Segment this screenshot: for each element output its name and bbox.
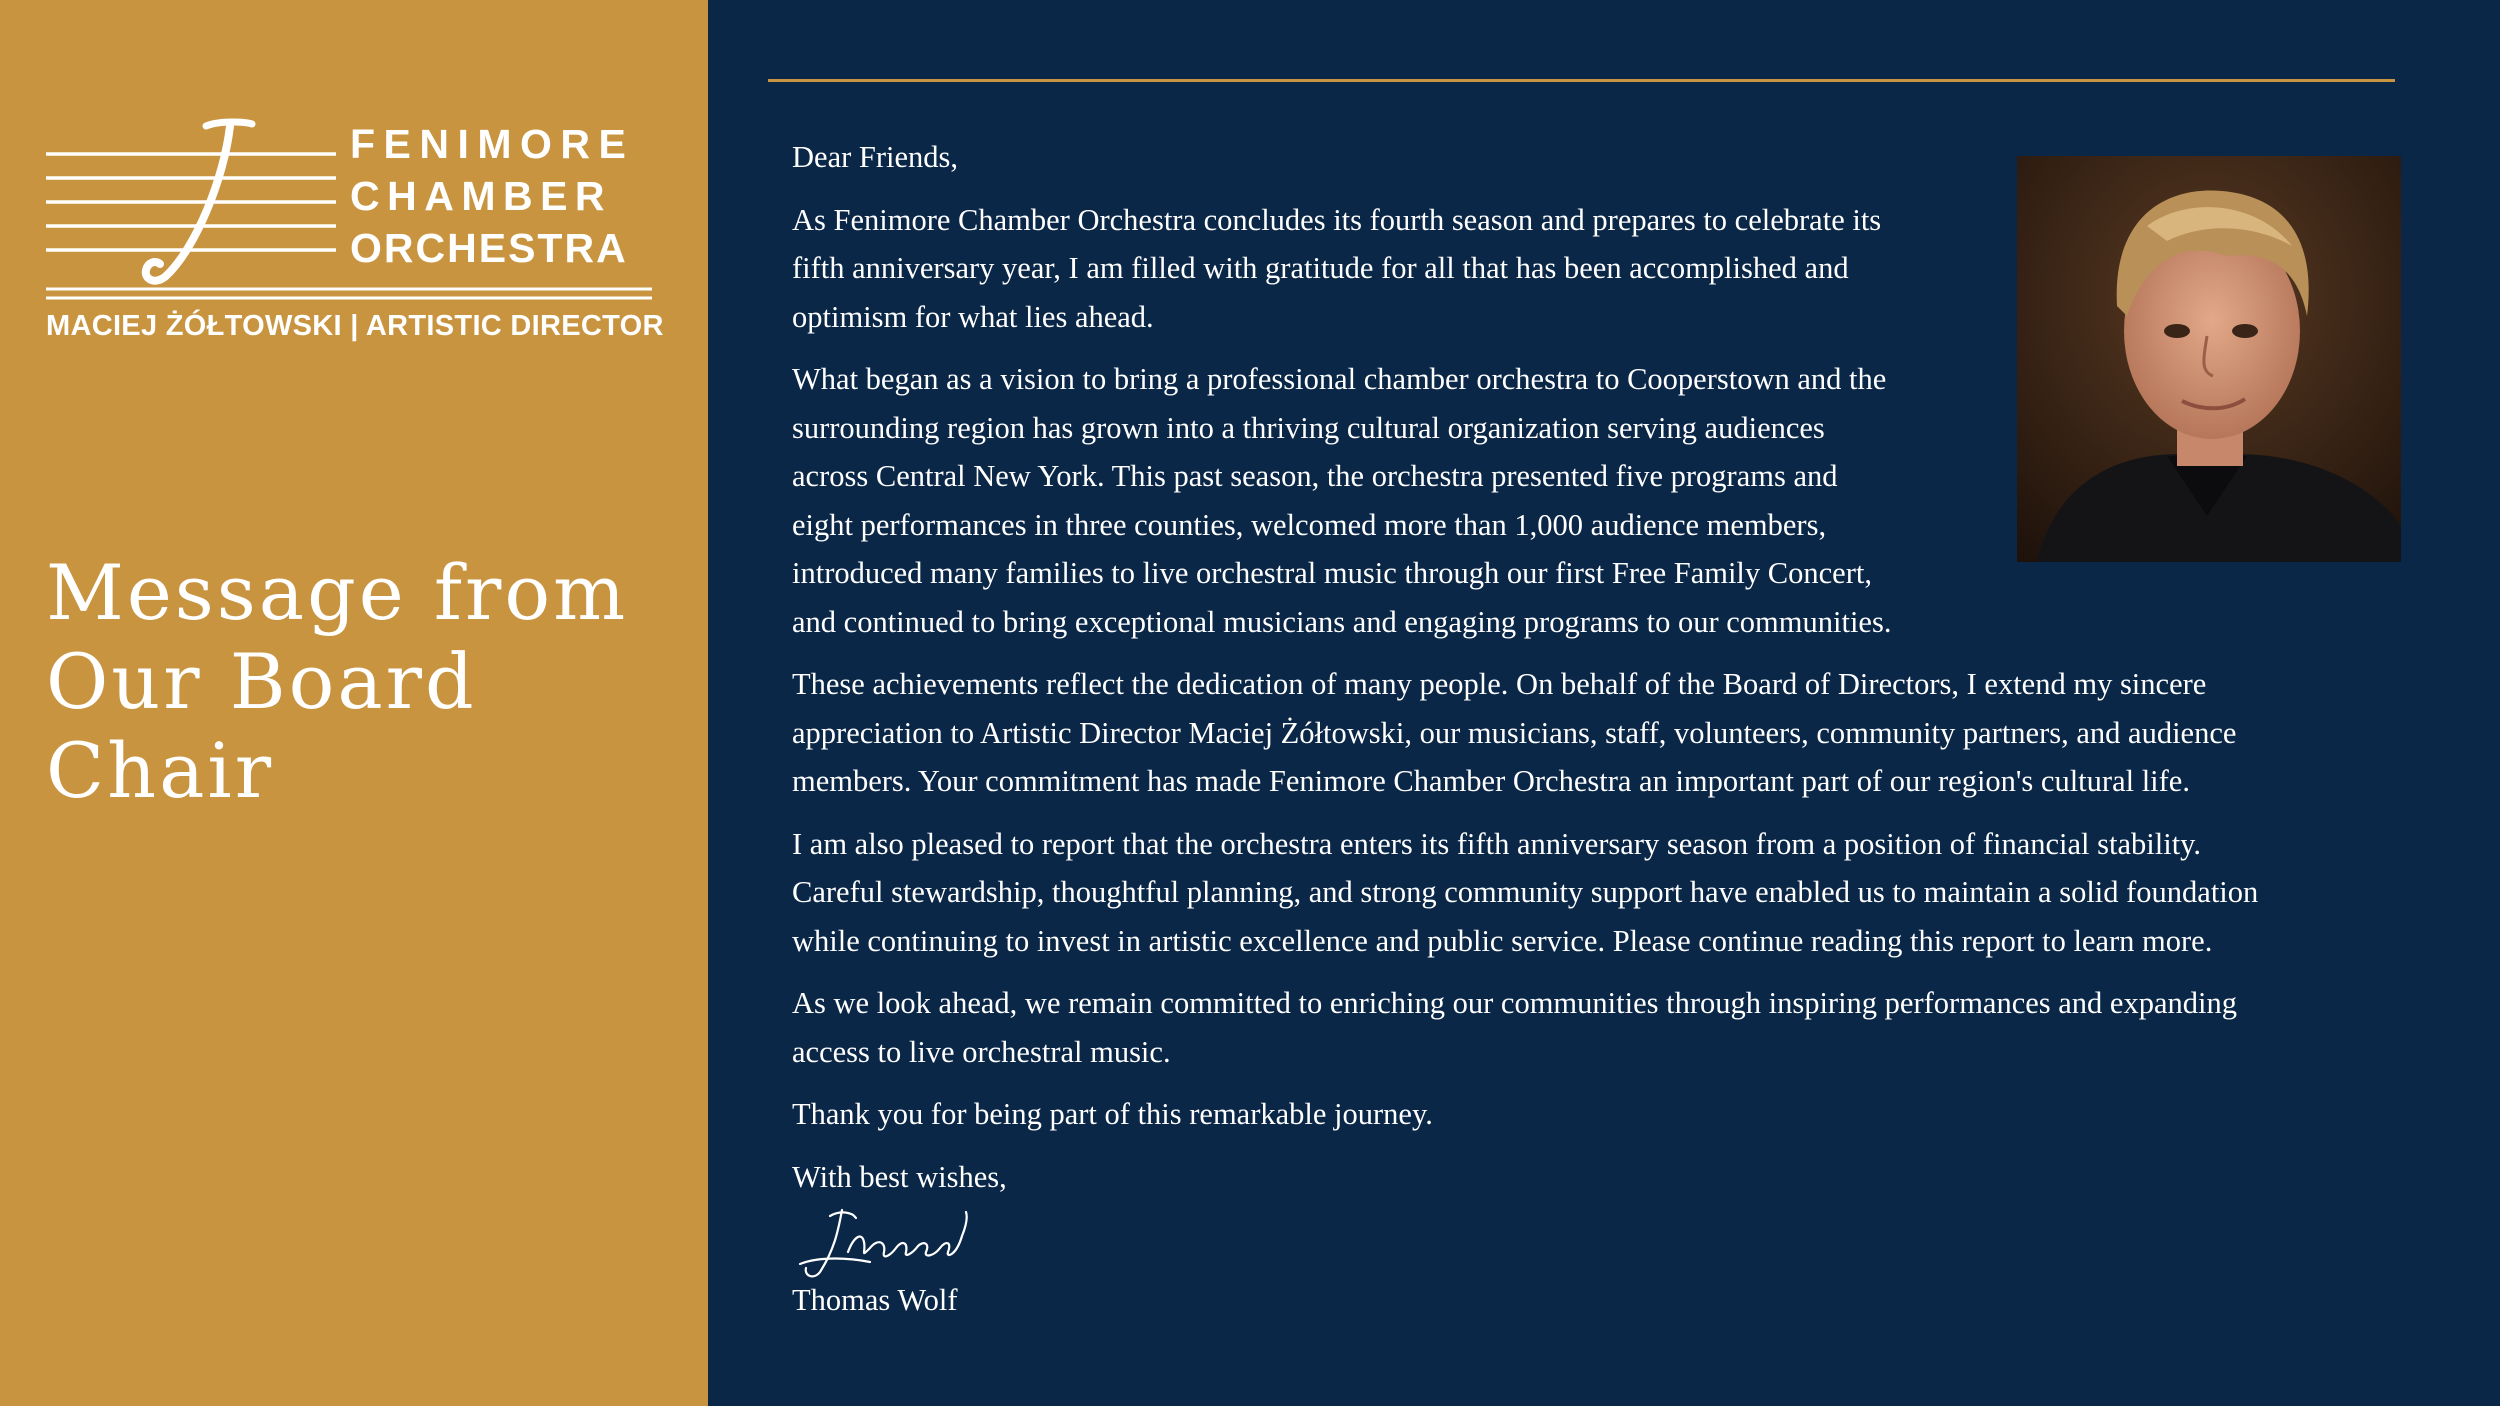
- gold-divider: [768, 79, 2395, 82]
- letter-line: As Fenimore Chamber Orchestra concludes its fourth season and prepares to celebrate its: [792, 202, 1882, 237]
- letter-paragraph-1: [792, 196, 2258, 342]
- left-panel: [0, 0, 708, 1406]
- letter-line: appreciation to Artistic Director Maciej Żółtowski, our musicians, staff, volunteers, community partners, and audience: [792, 715, 2237, 750]
- letter-line: optimism for what lies ahead.: [792, 299, 1154, 334]
- letter-line: Careful stewardship, thoughtful planning, and strong community support have enabled us to maintain a solid foundation: [792, 875, 2259, 909]
- letter-line: fifth anniversary year, I am filled with gratitude for all that has been accomplished and: [792, 251, 1849, 285]
- letter-paragraph-4: [792, 820, 2258, 966]
- letter-paragraph-2: [792, 355, 2258, 646]
- signature-name: Thomas Wolf: [792, 1283, 958, 1317]
- logo-divider-lines: [46, 286, 652, 306]
- letter-line: and continued to bring exceptional musicians and engaging programs to our communities.: [792, 604, 1892, 639]
- letter-line: eight performances in three counties, welcomed more than 1,000 audience members,: [792, 507, 1827, 542]
- letter-line: across Central New York. This past season, the orchestra presented five programs and: [792, 459, 1838, 493]
- letter-line: members. Your commitment has made Fenimore Chamber Orchestra an important part of our region's cultural life.: [792, 764, 2190, 798]
- artistic-director-subtitle: MACIEJ ŻÓŁTOWSKI | ARTISTIC DIRECTOR: [46, 310, 664, 342]
- page-title-line-2: Our Board: [46, 637, 477, 726]
- letter-greeting: Dear Friends,: [792, 140, 959, 174]
- letter-line: introduced many families to live orchestral music through our first Free Family Concert,: [792, 556, 1872, 590]
- letter-line: These achievements reflect the dedication of many people. On behalf of the Board of Directors, I extend my sincere: [792, 667, 2207, 701]
- page-title: [46, 548, 628, 815]
- handwritten-signature: [790, 1196, 980, 1286]
- logo-name-line-3: ORCHESTRA: [350, 225, 628, 271]
- letter-line: What began as a vision to bring a professional chamber orchestra to Cooperstown and the: [792, 362, 1887, 396]
- orchestra-name: [350, 118, 634, 274]
- letter-line: I am also pleased to report that the orchestra enters its fifth anniversary season from a position of financial stability.: [792, 826, 2202, 861]
- page-title-line-1: Message from: [46, 548, 629, 637]
- letter-line: while continuing to invest in artistic excellence and public service. Please continue reading this report to learn more.: [792, 923, 2213, 958]
- letter-paragraph-3: [792, 660, 2258, 806]
- letter-closing: With best wishes,: [792, 1159, 1007, 1194]
- letter-line: surrounding region has grown into a thriving cultural organization serving audiences: [792, 410, 1825, 445]
- letter-paragraph-5: [792, 979, 2258, 1076]
- letter-line: As we look ahead, we remain committed to enriching our communities through inspiring performances and expanding: [792, 986, 2237, 1020]
- letter-body: [792, 133, 2258, 1201]
- orchestra-logo: [46, 118, 664, 348]
- logo-name-line-1: FENIMORE: [350, 121, 635, 167]
- letter-thanks: Thank you for being part of this remarkable journey.: [792, 1097, 1433, 1131]
- logo-name-line-2: CHAMBER: [350, 173, 613, 219]
- letter-line: access to live orchestral music.: [792, 1034, 1171, 1069]
- page-title-line-3: Chair: [46, 726, 275, 815]
